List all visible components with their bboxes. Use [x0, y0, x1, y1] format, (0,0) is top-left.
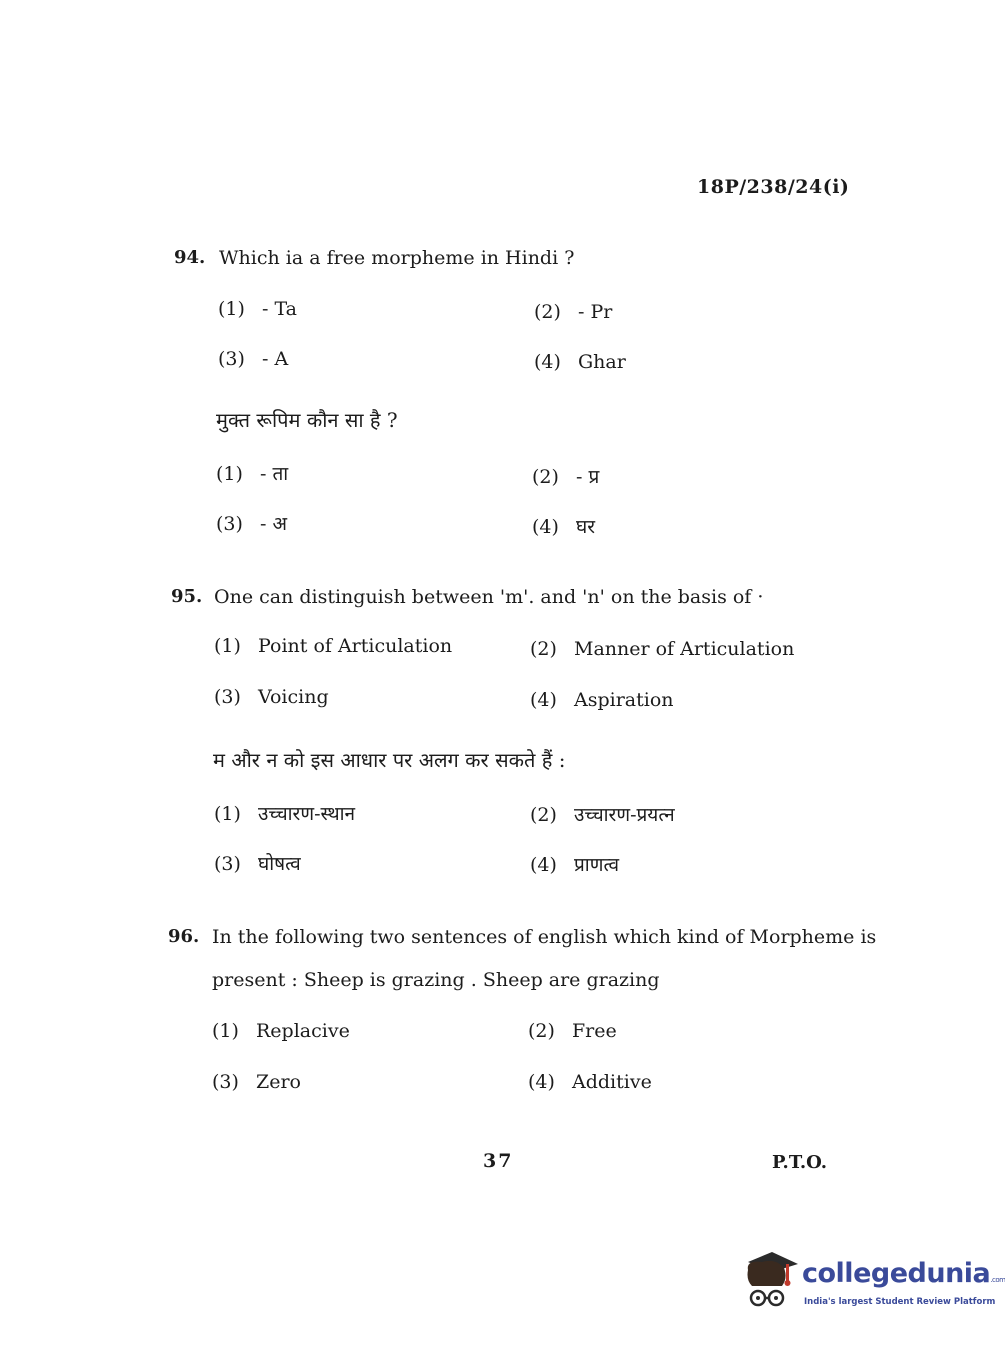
option-text: घोषत्व — [258, 853, 301, 875]
pto-label: P.T.O. — [772, 1152, 828, 1173]
option — [528, 1020, 617, 1042]
option — [212, 1071, 301, 1093]
option-number: (4) — [532, 516, 559, 538]
option — [218, 348, 288, 370]
option-number: (2) — [532, 466, 559, 488]
brand-tagline: India's largest Student Review Platform — [804, 1297, 996, 1307]
option — [534, 301, 612, 323]
mascot-icon — [742, 1252, 800, 1314]
option-text: उच्चारण-स्थान — [258, 803, 356, 825]
option-number: (3) — [216, 513, 243, 535]
brand-suffix: .com — [990, 1276, 1005, 1284]
option-number: (3) — [214, 686, 241, 708]
option-hindi — [216, 460, 288, 486]
question-number: 95. — [171, 586, 203, 607]
option — [530, 638, 794, 660]
option — [214, 686, 329, 708]
option-hindi — [216, 510, 287, 536]
option — [218, 298, 297, 320]
option-hindi — [214, 800, 355, 826]
option-text: Point of Articulation — [258, 635, 453, 657]
option-hindi — [214, 850, 301, 876]
option-number: (2) — [530, 804, 557, 826]
option-number: (4) — [530, 689, 557, 711]
question-text-hindi: म और न को इस आधार पर अलग कर सकते हैं : — [213, 748, 566, 772]
option — [212, 1020, 350, 1042]
option-number: (1) — [214, 635, 241, 657]
option-number: (3) — [212, 1071, 239, 1093]
option-text: घर — [576, 516, 596, 538]
collegedunia-watermark — [742, 1252, 1005, 1322]
option-text: प्राणत्व — [574, 854, 620, 876]
option-text: - Pr — [578, 301, 613, 323]
option — [214, 635, 452, 657]
option-hindi — [530, 801, 675, 827]
question-number: 96. — [168, 926, 200, 947]
option-text: Aspiration — [574, 689, 674, 711]
option-number: (4) — [528, 1071, 555, 1093]
option-hindi — [532, 513, 595, 539]
option-text: - ता — [260, 463, 289, 485]
option-number: (3) — [214, 853, 241, 875]
option-text: Ghar — [578, 351, 626, 373]
option-number: (2) — [528, 1020, 555, 1042]
option-text: Replacive — [256, 1020, 350, 1042]
option-text: उच्चारण-प्रयत्न — [574, 804, 675, 826]
question-text-hindi: मुक्त रूपिम कौन सा है ? — [216, 408, 398, 432]
option — [528, 1071, 652, 1093]
question-text: Which ia a free morpheme in Hindi ? — [219, 247, 575, 269]
option-hindi — [530, 851, 619, 877]
question-text: In the following two sentences of english which kind of Morpheme is — [212, 926, 877, 948]
option-number: (3) — [218, 348, 245, 370]
option-text: - अ — [260, 513, 287, 535]
option-text: - A — [262, 348, 289, 370]
question-number: 94. — [174, 247, 206, 268]
option — [534, 351, 626, 373]
option — [530, 689, 674, 711]
option-number: (1) — [214, 803, 241, 825]
option-text: - Ta — [262, 298, 297, 320]
paper-code: 18P/238/24(i) — [697, 176, 850, 198]
option-text: Additive — [572, 1071, 652, 1093]
page-number: 37 — [483, 1150, 514, 1172]
brand-name: collegedunia.com — [802, 1258, 1005, 1289]
option-text: Voicing — [258, 686, 329, 708]
option-number: (4) — [530, 854, 557, 876]
option-number: (2) — [534, 301, 561, 323]
option-text: - प्र — [576, 466, 600, 488]
option-number: (4) — [534, 351, 561, 373]
option-number: (2) — [530, 638, 557, 660]
option-text: Zero — [256, 1071, 301, 1093]
question-text: present : Sheep is grazing . Sheep are grazing — [212, 969, 660, 991]
option-number: (1) — [218, 298, 245, 320]
option-number: (1) — [212, 1020, 239, 1042]
option-text: Free — [572, 1020, 617, 1042]
question-text: One can distinguish between 'm'. and 'n' on the basis of · — [214, 586, 764, 608]
option-number: (1) — [216, 463, 243, 485]
option-text: Manner of Articulation — [574, 638, 795, 660]
option-hindi — [532, 463, 599, 489]
